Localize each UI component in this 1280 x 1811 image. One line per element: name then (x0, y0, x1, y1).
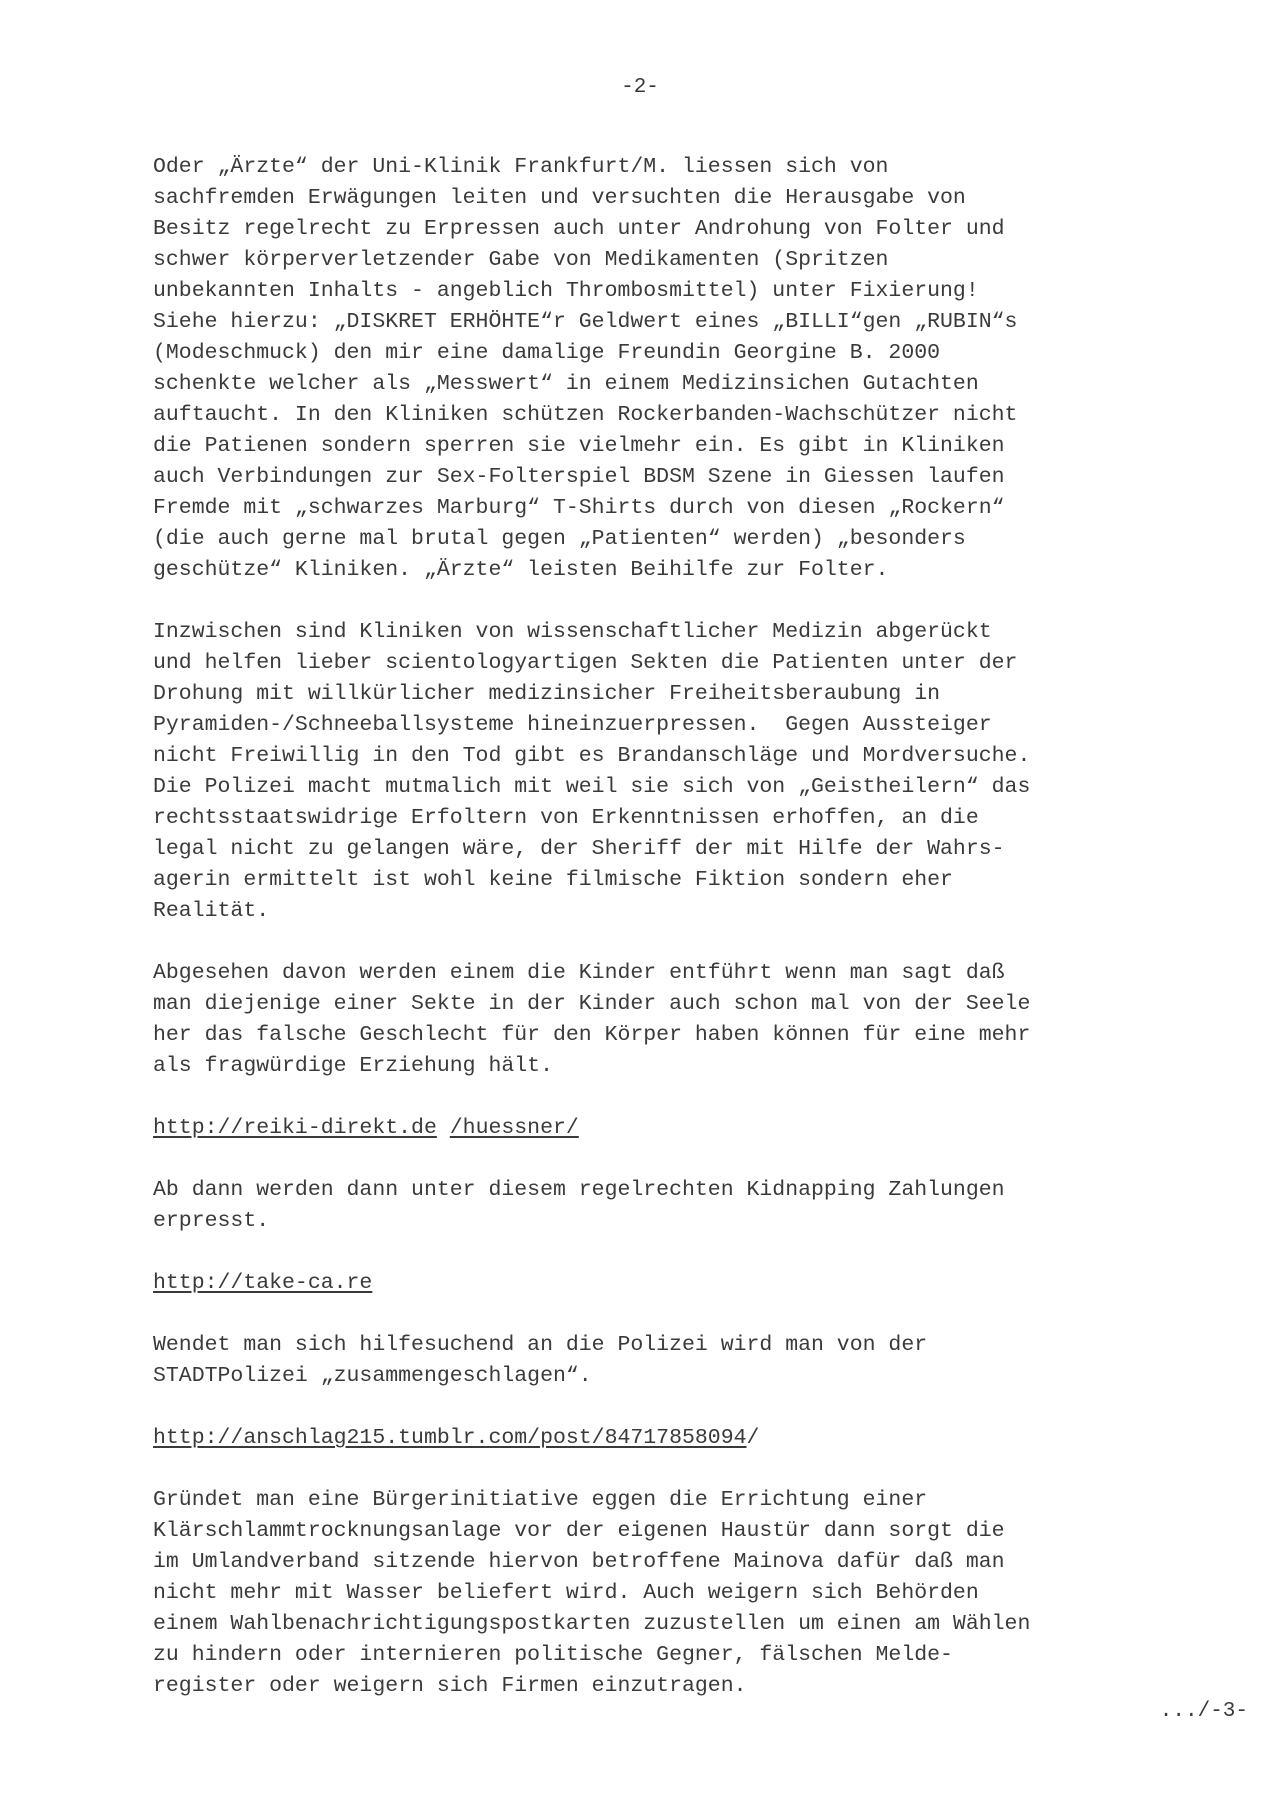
link-line-takecare (153, 1268, 1163, 1299)
paragraph-sects: Inzwischen sind Kliniken von wissenschaftlicher Medizin abgerückt und helfen lieber scientologyartigen Sekten die Patienten unter der Drohung mit willkürlicher medizinsicher Freiheitsberaubung in Pyramiden-/Schneeballsysteme hineinzuerpressen. Gegen Aussteiger nicht Freiwillig in den Tod gibt es Brandanschläge und Mordversuche. Die Polizei macht mutmalich mit weil sie sich von „Geistheilern“ das rechtsstaatswidrige Erfoltern von Erkenntnissen erhoffen, an die legal nicht zu gelangen wäre, der Sheriff der mit Hilfe der Wahrs- agerin ermittelt ist wohl keine filmische Fiktion sondern eher Realität. (153, 620, 1031, 923)
link-reiki-path[interactable]: /huessner/ (449, 1116, 579, 1140)
link-tumblr-suffix: / (746, 1426, 760, 1450)
paragraph-police: Wendet man sich hilfesuchend an die Polizei wird man von der STADTPolizei „zusammengeschlagen“. (153, 1333, 928, 1388)
link-reiki[interactable]: http://reiki-direkt.de (153, 1116, 437, 1140)
paragraph-kidnapping: Ab dann werden dann unter diesem regelrechten Kidnapping Zahlungen erpresst. (153, 1178, 1005, 1233)
link-line-tumblr (153, 1423, 1163, 1454)
paragraph-clinic-doctors: Oder „Ärzte“ der Uni-Klinik Frankfurt/M. liessen sich von sachfremden Erwägungen leiten und versuchten die Herausgabe von Besitz regelrecht zu Erpressen auch unter Androhung von Folter und schwer körperverletzender Gabe von Medikamenten (Spritzen unbekannten Inhalts - angeblich Thrombosmittel) unter Fixierung! Siehe hierzu: „DISKRET ERHÖHTE“r Geldwert eines „BILLI“gen „RUBIN“s (Modeschmuck) den mir eine damalige Freundin Georgine B. 2000 schenkte welcher als „Messwert“ in einem Medizinsichen Gutachten auftaucht. In den Kliniken schützen Rockerbanden-Wachschützer nicht die Patienen sondern sperren sie vielmehr ein. Es gibt in Kliniken auch Verbindungen zur Sex-Folterspiel BDSM Szene in Giessen laufen Fremde mit „schwarzes Marburg“ T-Shirts durch von diesen „Rockern“ (die auch gerne mal brutal gegen „Patienten“ werden) „besonders geschütze“ Kliniken. „Ärzte“ leisten Beihilfe zur Folter. (153, 155, 1018, 582)
page-number: -2- (621, 76, 659, 99)
spacer (153, 1392, 1163, 1423)
link-tumblr[interactable]: http://anschlag215.tumblr.com/post/84717858094 (153, 1426, 747, 1450)
next-page-marker: .../-3- (1159, 1700, 1248, 1723)
spacer (153, 1082, 1163, 1113)
spacer (153, 1237, 1163, 1268)
spacer (153, 1144, 1163, 1175)
spacer (153, 586, 1163, 617)
link-line-reiki (153, 1113, 1163, 1144)
spacer (153, 1454, 1163, 1485)
paragraph-children: Abgesehen davon werden einem die Kinder entführt wenn man sagt daß man diejenige einer Sekte in der Kinder auch schon mal von der Seele her das falsche Geschlecht für den Körper haben können für eine mehr als fragwürdige Erziehung hält. (153, 961, 1031, 1078)
spacer (153, 927, 1163, 958)
document-body (153, 152, 1163, 1702)
link-takecare[interactable]: http://take-ca.re (153, 1271, 373, 1295)
spacer (153, 1299, 1163, 1330)
paragraph-citizen-initiative: Gründet man eine Bürgerinitiative eggen die Errichtung einer Klärschlammtrocknungsanlage vor der eigenen Haustür dann sorgt die im Umlandverband sitzende hiervon betroffene Mainova dafür daß man nicht mehr mit Wasser beliefert wird. Auch weigern sich Behörden einem Wahlbenachrichtigungspostkarten zuzustellen um einen am Wählen zu hindern oder internieren politische Gegner, fälschen Melde- register oder weigern sich Firmen einzutragen. (153, 1488, 1031, 1698)
